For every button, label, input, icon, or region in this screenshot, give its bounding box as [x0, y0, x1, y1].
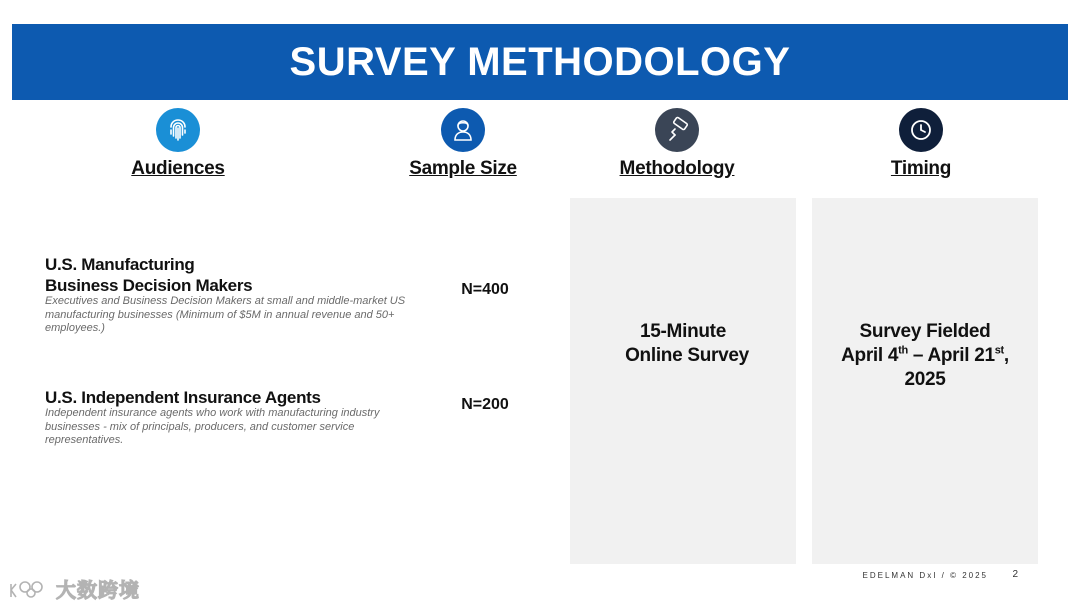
- timing-line: Survey Fielded: [859, 321, 991, 342]
- page-title: SURVEY METHODOLOGY: [289, 39, 791, 84]
- column-label-sample-size: Sample Size: [409, 158, 517, 179]
- audience-title-line: U.S. Manufacturing: [45, 255, 195, 274]
- sample-size-manufacturing: N=400: [461, 281, 509, 298]
- fingerprint-icon: [156, 108, 200, 152]
- page-number: 2: [1012, 569, 1018, 580]
- timing-panel: [812, 198, 1038, 564]
- column-header-methodology: [619, 108, 735, 180]
- methodology-panel: [570, 198, 796, 564]
- column-label-methodology: Methodology: [619, 158, 735, 179]
- timing-line-dates: April 4th – April 21st,: [841, 344, 1009, 366]
- column-header-audiences: [128, 108, 228, 180]
- clock-icon: [899, 108, 943, 152]
- audience-description-insurance-agents: Independent insurance agents who work with manufacturing industry businesses - mix of principals, producers, and customer service representatives.: [45, 407, 380, 446]
- audience-title-manufacturing: [45, 254, 252, 296]
- title-banner: [12, 24, 1068, 100]
- timing-line: 2025: [904, 369, 946, 390]
- column-label-audiences: Audiences: [131, 158, 225, 179]
- column-header-timing: [871, 108, 971, 180]
- person-icon: [441, 108, 485, 152]
- methodology-text: [570, 320, 796, 368]
- audience-description-manufacturing: Executives and Business Decision Makers at small and middle-market US manufacturing businesses (Minimum of $5M in annual revenue and 50+ employees.): [45, 295, 406, 334]
- watermark: [8, 574, 140, 603]
- audience-title-line: Business Decision Makers: [45, 276, 253, 295]
- sample-size-insurance-agents: N=200: [461, 396, 509, 413]
- audience-title-insurance-agents: U.S. Independent Insurance Agents: [45, 388, 321, 407]
- methodology-line: Online Survey: [625, 345, 749, 366]
- watermark-logo-icon: [8, 578, 50, 600]
- column-label-timing: Timing: [890, 158, 952, 179]
- footer-credit: EDELMAN DxI / © 2025: [862, 571, 988, 580]
- watermark-text: 大数跨境: [56, 580, 140, 602]
- methodology-line: 15-Minute: [640, 321, 726, 342]
- timing-text: [812, 320, 1038, 392]
- column-header-sample-size: [409, 108, 517, 180]
- paint-roller-icon: [655, 108, 699, 152]
